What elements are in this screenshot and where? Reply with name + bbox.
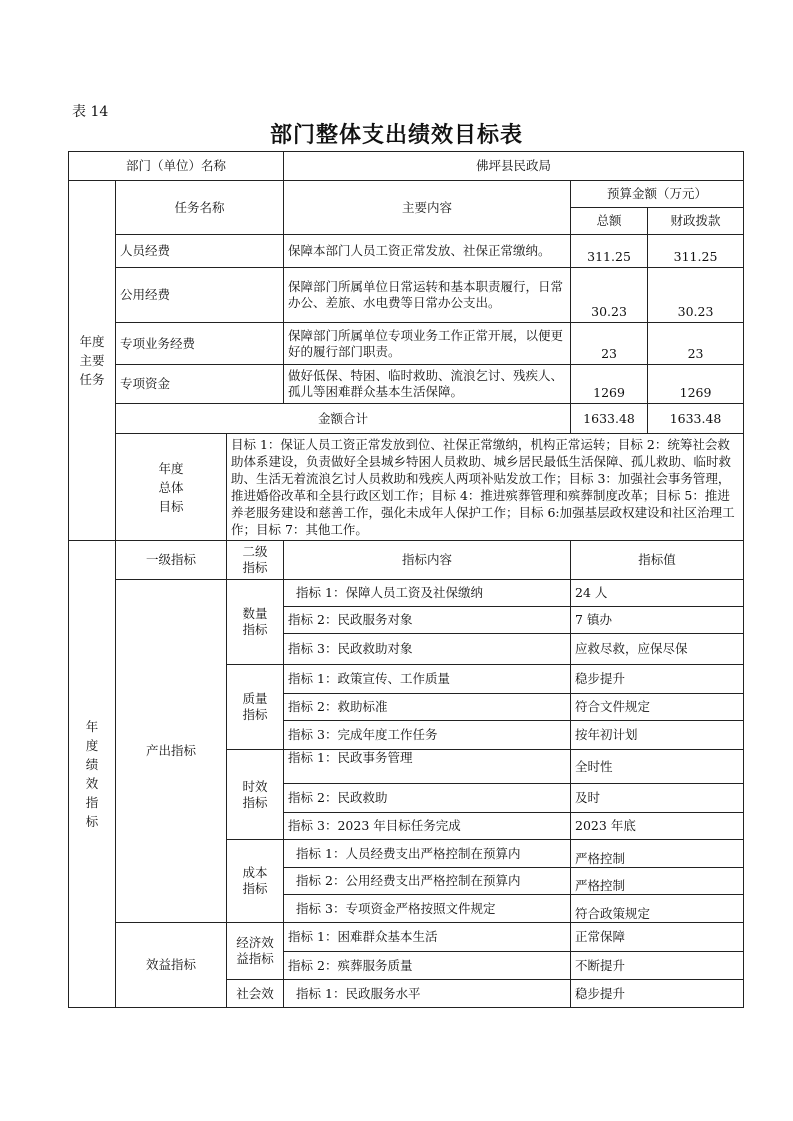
indicator-value: 符合政策规定 — [571, 895, 744, 923]
indicator-value: 全时性 — [571, 750, 744, 784]
indicator-content: 指标 2：民政救助 — [284, 784, 571, 813]
cost-indicator-text: 成本指标 — [242, 865, 268, 896]
task-total: 1269 — [571, 365, 648, 404]
perf-header-row — [69, 541, 744, 580]
dept-row — [69, 152, 744, 181]
col-task-name: 任务名称 — [116, 181, 284, 235]
col-fiscal: 财政拨款 — [648, 208, 744, 235]
indicator-value: 严格控制 — [571, 868, 744, 895]
col-total: 总额 — [571, 208, 648, 235]
task-content: 做好低保、特困、临时救助、流浪乞讨、残疾人、孤儿等困难群众基本生活保障。 — [284, 365, 571, 404]
dept-label: 部门（单位）名称 — [69, 152, 284, 181]
timeliness-indicator-text: 时效指标 — [242, 778, 268, 810]
goals-section-text: 年度总体目标 — [158, 460, 184, 514]
indicator-content: 指标 2：救助标准 — [284, 694, 571, 721]
task-name: 公用经费 — [116, 268, 284, 323]
sum-label: 金额合计 — [116, 404, 571, 434]
quantity-indicator-text: 数量指标 — [242, 606, 268, 637]
indicator-content: 指标 1：困难群众基本生活 — [284, 923, 571, 952]
benefit-indicator-label: 效益指标 — [116, 923, 227, 1008]
indicator-content: 指标 1：民政事务管理 — [284, 750, 571, 784]
indicator-value: 正常保障 — [571, 923, 744, 952]
col-level2-text: 二级指标 — [242, 544, 268, 575]
indicator-content: 指标 2：殡葬服务质量 — [284, 952, 571, 980]
sum-total: 1633.48 — [571, 404, 648, 434]
tasks-section-text: 年度主要任务 — [79, 334, 105, 387]
indicator-value: 稳步提升 — [571, 980, 744, 1008]
indicator-content: 指标 2：公用经费支出严格控制在预算内 — [284, 868, 571, 895]
indicator-value: 及时 — [571, 784, 744, 813]
goals-text: 目标 1：保证人员工资正常发放到位、社保正常缴纳，机构正常运转；目标 2：统筹社会救助体系建设，负责做好全县城乡特困人员救助、城乡居民最低生活保障、孤儿救助、临时救助、生活无着流浪乞讨人员救助和残疾人两项补贴发放工作；目标 3：加强社会事务管理，推进婚俗改革和全县行政区划工作；目标 4：推进殡葬管理和殡葬制度改革；目标 5：推进养老服务建设和慈善工作，强化未成年人保护工作；目标 6:加强基层政权建设和社区治理工作；目标 7：其他工作。 — [227, 434, 744, 541]
task-fiscal: 23 — [648, 323, 744, 365]
quality-indicator-text: 质量指标 — [242, 691, 268, 722]
performance-target-table — [68, 151, 744, 1008]
task-total: 311.25 — [571, 235, 648, 268]
task-fiscal: 311.25 — [648, 235, 744, 268]
indicator-value: 2023 年底 — [571, 813, 744, 840]
task-content: 保障部门所属单位日常运转和基本职责履行，日常办公、差旅、水电费等日常办公支出。 — [284, 268, 571, 323]
timeliness-indicator-label — [227, 750, 284, 840]
output-indicator-label: 产出指标 — [116, 580, 227, 923]
table-number: 表 14 — [72, 104, 109, 120]
task-header-row — [69, 181, 744, 208]
task-total: 23 — [571, 323, 648, 365]
goals-row — [69, 434, 744, 541]
col-indicator-content: 指标内容 — [284, 541, 571, 580]
indicator-value: 符合文件规定 — [571, 694, 744, 721]
col-level2 — [227, 541, 284, 580]
indicator-value: 7 镇办 — [571, 607, 744, 634]
task-name: 人员经费 — [116, 235, 284, 268]
indicator-content: 指标 1：政策宣传、工作质量 — [284, 665, 571, 694]
perf-section-text: 年度绩效指标 — [85, 719, 99, 829]
perf-section-label — [69, 541, 116, 1008]
dept-value: 佛坪县民政局 — [284, 152, 744, 181]
sum-fiscal: 1633.48 — [648, 404, 744, 434]
col-main-content: 主要内容 — [284, 181, 571, 235]
indicator-content: 指标 1：保障人员工资及社保缴纳 — [284, 580, 571, 607]
indicator-value: 稳步提升 — [571, 665, 744, 694]
indicator-value: 应救尽救，应保尽保 — [571, 634, 744, 665]
quantity-indicator-label — [227, 580, 284, 665]
indicator-value: 不断提升 — [571, 952, 744, 980]
task-name: 专项业务经费 — [116, 323, 284, 365]
economic-indicator-text: 经济效益指标 — [236, 935, 274, 966]
economic-indicator-label — [227, 923, 284, 980]
indicator-content: 指标 1：民政服务水平 — [284, 980, 571, 1008]
task-row — [69, 323, 744, 365]
cost-indicator-label — [227, 840, 284, 923]
social-indicator-label: 社会效 — [227, 980, 284, 1008]
tasks-section-label — [69, 181, 116, 541]
indicator-value: 按年初计划 — [571, 721, 744, 750]
task-row — [69, 268, 744, 323]
quality-indicator-label — [227, 665, 284, 750]
task-row — [69, 365, 744, 404]
goals-section-label — [116, 434, 227, 541]
task-row — [69, 235, 744, 268]
task-fiscal: 1269 — [648, 365, 744, 404]
indicator-content: 指标 3：2023 年目标任务完成 — [284, 813, 571, 840]
col-budget: 预算金额（万元） — [571, 181, 744, 208]
indicator-value: 严格控制 — [571, 840, 744, 868]
col-indicator-value: 指标值 — [571, 541, 744, 580]
task-content: 保障本部门人员工资正常发放、社保正常缴纳。 — [284, 235, 571, 268]
task-fiscal: 30.23 — [648, 268, 744, 323]
indicator-content: 指标 3：民政救助对象 — [284, 634, 571, 665]
col-level1: 一级指标 — [116, 541, 227, 580]
indicator-content: 指标 2：民政服务对象 — [284, 607, 571, 634]
indicator-content: 指标 3：完成年度工作任务 — [284, 721, 571, 750]
indicator-content: 指标 1：人员经费支出严格控制在预算内 — [284, 840, 571, 868]
indicator-row — [69, 580, 744, 607]
task-total: 30.23 — [571, 268, 648, 323]
indicator-value: 24 人 — [571, 580, 744, 607]
task-sum-row — [69, 404, 744, 434]
page-title: 部门整体支出绩效目标表 — [269, 122, 523, 148]
indicator-row — [69, 923, 744, 952]
indicator-content: 指标 3：专项资金严格按照文件规定 — [284, 895, 571, 923]
task-name: 专项资金 — [116, 365, 284, 404]
task-content: 保障部门所属单位专项业务工作正常开展，以便更好的履行部门职责。 — [284, 323, 571, 365]
